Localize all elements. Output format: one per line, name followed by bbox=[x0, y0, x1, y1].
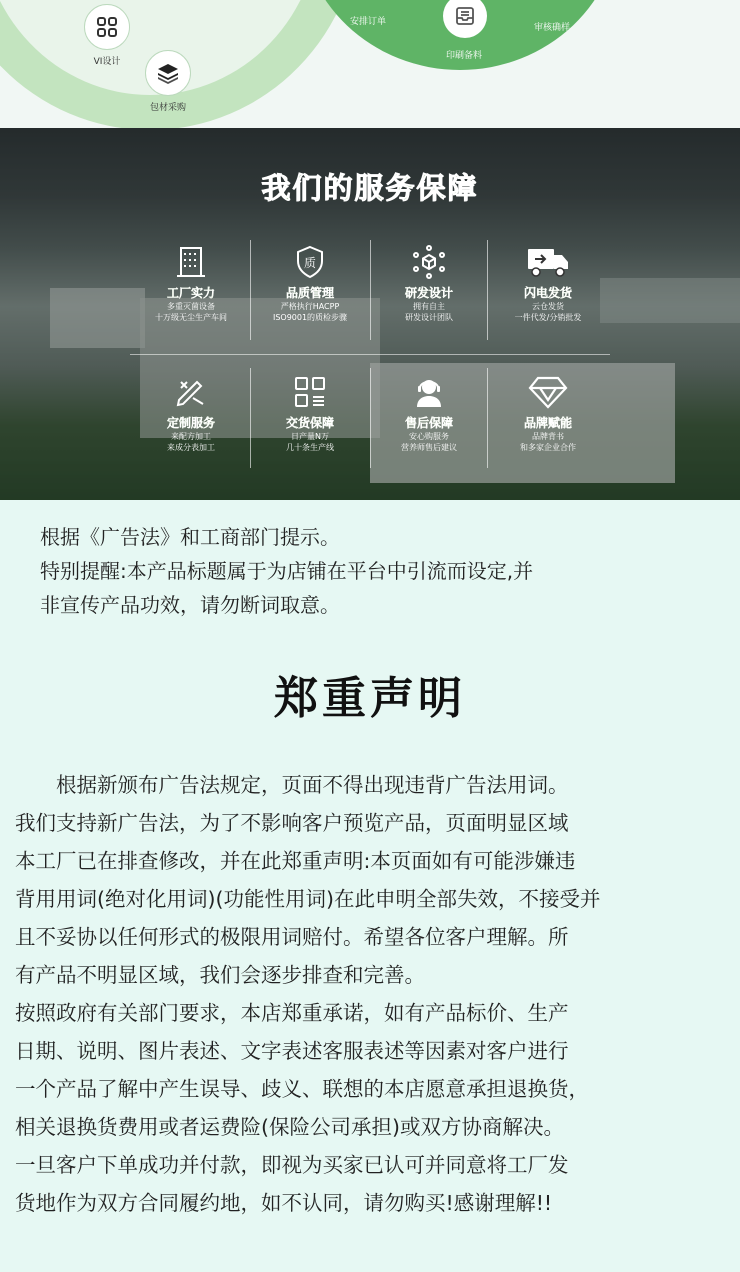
advertising-law-notice bbox=[40, 520, 730, 622]
diamond-icon bbox=[488, 372, 608, 412]
building-icon bbox=[131, 242, 251, 282]
declaration-line: 相关退换货费用或者运费险(保险公司承担)或双方协商解决。 bbox=[15, 1115, 564, 1139]
service-item-title: 定制服务 bbox=[166, 416, 215, 430]
notice-line: 根据《广告法》和工商部门提示。 bbox=[40, 525, 340, 549]
service-item-quality bbox=[250, 242, 370, 323]
service-item-desc: 云仓发货 bbox=[532, 302, 564, 311]
service-item-title: 品质管理 bbox=[285, 286, 334, 300]
service-item-shipping bbox=[488, 242, 608, 323]
cube-network-icon bbox=[369, 242, 489, 282]
notice-line: 特别提醒:本产品标题属于为店铺在平台中引流而设定,并 bbox=[40, 559, 534, 583]
service-item-title: 研发设计 bbox=[404, 286, 453, 300]
service-item-custom bbox=[131, 372, 251, 453]
service-item-brand bbox=[488, 372, 608, 453]
service-item-factory bbox=[131, 242, 251, 323]
service-item-title: 售后保障 bbox=[404, 416, 453, 430]
svg-text:质: 质 bbox=[303, 256, 317, 270]
service-item-desc: 一件代发/分销批发 bbox=[514, 313, 582, 322]
declaration-title: 郑重声明 bbox=[274, 673, 466, 724]
layers-icon bbox=[145, 50, 191, 96]
service-item-desc: 多重灭菌设备 bbox=[167, 302, 215, 311]
declaration-line: 按照政府有关部门要求，本店郑重承诺，如有产品标价、生产 bbox=[15, 1001, 569, 1025]
grid-icon bbox=[84, 4, 130, 50]
process-step-label: 印刷备料 bbox=[446, 51, 483, 61]
notice-line: 非宣传产品功效，请勿断词取意。 bbox=[40, 593, 340, 617]
service-item-desc: ISO9001的质检步骤 bbox=[272, 313, 348, 322]
declaration-line: 日期、说明、图片表述、文字表述客服表述等因素对客户进行 bbox=[15, 1039, 569, 1063]
divider bbox=[130, 354, 610, 355]
process-step-label: VI设计 bbox=[93, 57, 121, 67]
truck-icon bbox=[488, 242, 608, 282]
declaration-line: 本工厂已在排查修改，并在此郑重声明:本页面如有可能涉嫌违 bbox=[15, 849, 576, 873]
service-item-title: 工厂实力 bbox=[166, 286, 215, 300]
process-step-label: 包材采购 bbox=[149, 103, 186, 113]
service-item-title: 闪电发货 bbox=[523, 286, 572, 300]
service-item-desc: 和多家企业合作 bbox=[520, 443, 576, 452]
declaration-line: 背用用词(绝对化用词)(功能性用词)在此申明全部失效，不接受并 bbox=[15, 887, 601, 911]
service-item-aftersale bbox=[369, 372, 489, 453]
process-step-vi-design bbox=[84, 4, 130, 67]
service-item-desc: 严格执行HACPP bbox=[280, 302, 340, 311]
declaration-line: 我们支持新广告法，为了不影响客户预览产品，页面明显区域 bbox=[15, 811, 569, 835]
quality-shield-icon bbox=[250, 242, 370, 282]
process-step-label: 安排订单 bbox=[350, 17, 387, 27]
service-item-desc: 研发设计团队 bbox=[405, 313, 453, 322]
declaration-line: 有产品不明显区域，我们会逐步排查和完善。 bbox=[15, 963, 425, 987]
service-item-desc: 安心购服务 bbox=[409, 432, 449, 441]
declaration-line: 根据新颁布广告法规定，页面不得出现违背广告法用词。 bbox=[15, 773, 569, 797]
service-guarantee-section bbox=[0, 128, 740, 500]
service-item-desc: 十万级无尘生产车间 bbox=[155, 313, 227, 322]
service-item-title: 品牌赋能 bbox=[523, 416, 572, 430]
declaration-line: 一旦客户下单成功并付款，即视为买家已认可并同意将工厂发 bbox=[15, 1153, 569, 1177]
process-step-label: 审核确样 bbox=[534, 23, 571, 33]
service-item-desc: 品牌背书 bbox=[532, 432, 564, 441]
service-item-delivery bbox=[250, 372, 370, 453]
process-flow-section bbox=[0, 0, 740, 128]
service-item-desc: 营养师售后建议 bbox=[401, 443, 457, 452]
apps-icon bbox=[250, 372, 370, 412]
service-item-desc: 几十条生产线 bbox=[286, 443, 334, 452]
declaration-line: 且不妥协以任何形式的极限用词赔付。希望各位客户理解。所 bbox=[15, 925, 569, 949]
process-step-packaging bbox=[140, 50, 196, 113]
service-item-title: 交货保障 bbox=[285, 416, 334, 430]
headset-icon bbox=[369, 372, 489, 412]
declaration-line: 一个产品了解中产生误导、歧义、联想的本店愿意承担退换货， bbox=[15, 1077, 589, 1101]
section-title: 我们的服务保障 bbox=[261, 171, 479, 205]
service-item-desc: 拥有自主 bbox=[413, 302, 445, 311]
service-item-desc: 来成分表加工 bbox=[167, 443, 215, 452]
declaration-line: 货地作为双方合同履约地，如不认同，请勿购买!感谢理解!! bbox=[15, 1191, 553, 1215]
service-item-desc: 来配方加工 bbox=[171, 432, 211, 441]
service-item-desc: 日产量N万 bbox=[291, 432, 329, 441]
pencil-ruler-icon bbox=[131, 372, 251, 412]
declaration-body bbox=[15, 766, 735, 1222]
service-item-rd bbox=[369, 242, 489, 323]
